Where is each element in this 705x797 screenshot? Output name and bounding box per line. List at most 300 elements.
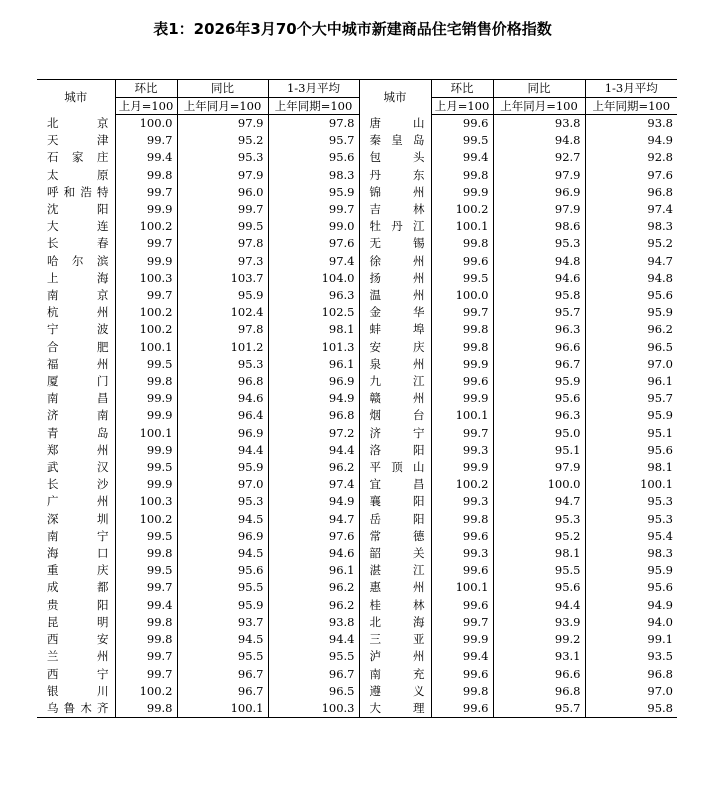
left-city-cell: 南宁 <box>47 528 109 543</box>
right-avg-cell: 98.3 <box>585 545 677 562</box>
right-city-cell: 赣州 <box>359 390 431 407</box>
left-city-cell: 乌鲁木齐 <box>37 700 115 718</box>
left-mom-cell: 99.5 <box>115 528 177 545</box>
right-mom-cell: 99.3 <box>431 493 493 510</box>
left-avg-cell: 101.3 <box>268 339 359 356</box>
left-mom-cell: 99.7 <box>115 287 177 304</box>
left-city-cell: 贵阳 <box>47 597 109 612</box>
right-yoy-cell: 95.3 <box>493 235 585 252</box>
left-avg-cell: 99.7 <box>268 201 359 218</box>
right-city-cell: 蚌埠 <box>359 321 431 338</box>
left-mom-cell: 100.1 <box>115 339 177 356</box>
right-avg-cell: 94.9 <box>585 597 677 614</box>
left-yoy-cell: 96.4 <box>177 407 268 424</box>
left-mom-cell: 99.5 <box>115 459 177 476</box>
table-row <box>37 614 677 631</box>
right-avg-cell: 98.1 <box>585 459 677 476</box>
left-avg-cell: 100.3 <box>268 700 359 718</box>
right-avg-cell: 95.3 <box>585 511 677 528</box>
right-mom-cell: 99.5 <box>431 270 493 287</box>
right-avg-cell: 94.0 <box>585 614 677 631</box>
left-city-cell: 呼和浩特 <box>47 184 109 199</box>
right-mom-cell: 99.6 <box>431 597 493 614</box>
left-mom-cell: 99.7 <box>115 132 177 149</box>
left-avg-cell: 95.9 <box>268 184 359 201</box>
left-city-cell: 银川 <box>47 683 109 698</box>
table-row <box>37 683 677 700</box>
right-city-cell: 北海 <box>359 614 431 631</box>
table-row <box>37 631 677 648</box>
header-mom-sub-right: 上月=100 <box>431 97 493 115</box>
left-mom-cell: 99.9 <box>115 442 177 459</box>
right-avg-cell: 100.1 <box>585 476 677 493</box>
right-yoy-cell: 96.9 <box>493 184 585 201</box>
right-mom-cell: 99.6 <box>431 373 493 390</box>
right-avg-cell: 97.0 <box>585 356 677 373</box>
left-mom-cell: 99.8 <box>115 373 177 390</box>
right-avg-cell: 96.5 <box>585 339 677 356</box>
left-mom-cell: 100.1 <box>115 425 177 442</box>
right-city-cell: 吉林 <box>359 201 431 218</box>
left-yoy-cell: 102.4 <box>177 304 268 321</box>
table-row <box>37 304 677 321</box>
right-yoy-cell: 97.9 <box>493 167 585 184</box>
right-city-cell: 常德 <box>359 528 431 545</box>
right-mom-cell: 99.3 <box>431 545 493 562</box>
right-yoy-cell: 96.6 <box>493 666 585 683</box>
left-yoy-cell: 93.7 <box>177 614 268 631</box>
right-avg-cell: 99.1 <box>585 631 677 648</box>
table-row <box>37 648 677 665</box>
left-mom-cell: 99.7 <box>115 579 177 596</box>
left-city-cell: 兰州 <box>47 649 109 664</box>
right-avg-cell: 97.4 <box>585 201 677 218</box>
left-yoy-cell: 96.0 <box>177 184 268 201</box>
right-city-cell: 丹东 <box>359 167 431 184</box>
left-avg-cell: 96.2 <box>268 459 359 476</box>
right-city-cell: 无锡 <box>359 235 431 252</box>
right-yoy-cell: 98.6 <box>493 218 585 235</box>
right-yoy-cell: 94.7 <box>493 493 585 510</box>
left-city-cell: 福州 <box>47 356 109 371</box>
right-avg-cell: 95.1 <box>585 425 677 442</box>
right-avg-cell: 95.4 <box>585 528 677 545</box>
left-mom-cell: 99.7 <box>115 184 177 201</box>
header-avg-sub-right: 上年同期=100 <box>585 97 677 115</box>
left-yoy-cell: 94.6 <box>177 390 268 407</box>
left-avg-cell: 96.1 <box>268 562 359 579</box>
left-yoy-cell: 99.7 <box>177 201 268 218</box>
price-index-table <box>37 79 677 718</box>
header-avg-sub-left: 上年同期=100 <box>268 97 359 115</box>
table-row <box>37 493 677 510</box>
left-city-cell: 上海 <box>47 270 109 285</box>
right-avg-cell: 96.8 <box>585 666 677 683</box>
table-row <box>37 115 677 133</box>
left-mom-cell: 100.3 <box>115 493 177 510</box>
left-avg-cell: 96.3 <box>268 287 359 304</box>
right-yoy-cell: 95.7 <box>493 700 585 718</box>
left-yoy-cell: 94.5 <box>177 511 268 528</box>
table-row <box>37 545 677 562</box>
right-avg-cell: 96.2 <box>585 321 677 338</box>
right-city-cell: 大理 <box>359 700 431 718</box>
right-city-cell: 宜昌 <box>359 476 431 493</box>
right-city-cell: 包头 <box>359 149 431 166</box>
left-avg-cell: 97.4 <box>268 253 359 270</box>
left-city-cell: 海口 <box>47 546 109 561</box>
table-row <box>37 149 677 166</box>
left-city-cell: 石家庄 <box>47 150 109 165</box>
right-avg-cell: 92.8 <box>585 149 677 166</box>
right-avg-cell: 96.8 <box>585 184 677 201</box>
right-city-cell: 三亚 <box>359 631 431 648</box>
right-avg-cell: 94.7 <box>585 253 677 270</box>
right-yoy-cell: 95.8 <box>493 287 585 304</box>
right-yoy-cell: 95.0 <box>493 425 585 442</box>
left-yoy-cell: 97.9 <box>177 115 268 133</box>
right-city-cell: 湛江 <box>359 562 431 579</box>
left-yoy-cell: 94.5 <box>177 545 268 562</box>
right-avg-cell: 93.8 <box>585 115 677 133</box>
left-city-cell: 济南 <box>47 408 109 423</box>
right-city-cell: 南充 <box>359 666 431 683</box>
right-avg-cell: 95.3 <box>585 493 677 510</box>
left-mom-cell: 99.9 <box>115 201 177 218</box>
left-yoy-cell: 96.9 <box>177 528 268 545</box>
right-city-cell: 牡丹江 <box>359 218 431 235</box>
left-mom-cell: 99.5 <box>115 562 177 579</box>
table-row <box>37 356 677 373</box>
left-yoy-cell: 97.8 <box>177 321 268 338</box>
right-yoy-cell: 94.4 <box>493 597 585 614</box>
table-row <box>37 562 677 579</box>
right-mom-cell: 100.1 <box>431 218 493 235</box>
right-city-cell: 秦皇岛 <box>359 132 431 149</box>
left-yoy-cell: 95.6 <box>177 562 268 579</box>
left-mom-cell: 100.2 <box>115 683 177 700</box>
left-avg-cell: 99.0 <box>268 218 359 235</box>
right-city-cell: 烟台 <box>359 407 431 424</box>
left-city-cell: 长春 <box>47 236 109 251</box>
left-mom-cell: 99.9 <box>115 407 177 424</box>
table-row <box>37 666 677 683</box>
right-yoy-cell: 96.3 <box>493 407 585 424</box>
right-yoy-cell: 98.1 <box>493 545 585 562</box>
right-city-cell: 唐山 <box>359 115 431 133</box>
right-avg-cell: 97.6 <box>585 167 677 184</box>
left-avg-cell: 96.2 <box>268 579 359 596</box>
right-mom-cell: 99.9 <box>431 356 493 373</box>
left-yoy-cell: 94.4 <box>177 442 268 459</box>
right-avg-cell: 95.6 <box>585 579 677 596</box>
left-yoy-cell: 97.0 <box>177 476 268 493</box>
left-avg-cell: 97.8 <box>268 115 359 133</box>
table-row <box>37 321 677 338</box>
header-mom-sub-left: 上月=100 <box>115 97 177 115</box>
right-yoy-cell: 97.9 <box>493 459 585 476</box>
header-avg-right: 1-3月平均 <box>585 80 677 98</box>
right-city-cell: 襄阳 <box>359 493 431 510</box>
right-yoy-cell: 93.1 <box>493 648 585 665</box>
left-city-cell: 北京 <box>47 115 109 130</box>
header-yoy-sub-left: 上年同月=100 <box>177 97 268 115</box>
table-row <box>37 132 677 149</box>
left-city-cell: 沈阳 <box>47 202 109 217</box>
left-city-cell: 郑州 <box>47 442 109 457</box>
left-mom-cell: 99.9 <box>115 476 177 493</box>
left-yoy-cell: 95.3 <box>177 149 268 166</box>
right-mom-cell: 99.6 <box>431 253 493 270</box>
table-row <box>37 459 677 476</box>
header-city-right: 城市 <box>359 80 431 115</box>
left-avg-cell: 96.7 <box>268 666 359 683</box>
right-city-cell: 泸州 <box>359 648 431 665</box>
right-yoy-cell: 92.7 <box>493 149 585 166</box>
right-mom-cell: 100.2 <box>431 476 493 493</box>
right-city-cell: 遵义 <box>359 683 431 700</box>
right-avg-cell: 95.6 <box>585 442 677 459</box>
left-mom-cell: 100.2 <box>115 511 177 528</box>
right-city-cell: 岳阳 <box>359 511 431 528</box>
right-city-cell: 济宁 <box>359 425 431 442</box>
left-avg-cell: 104.0 <box>268 270 359 287</box>
table-row <box>37 339 677 356</box>
left-mom-cell: 100.0 <box>115 115 177 133</box>
table-row <box>37 270 677 287</box>
right-city-cell: 锦州 <box>359 184 431 201</box>
right-yoy-cell: 94.6 <box>493 270 585 287</box>
left-yoy-cell: 99.5 <box>177 218 268 235</box>
right-mom-cell: 99.6 <box>431 528 493 545</box>
table-title: 表1：2026年3月70个大中城市新建商品住宅销售价格指数 <box>153 20 552 38</box>
right-city-cell: 徐州 <box>359 253 431 270</box>
left-mom-cell: 99.5 <box>115 356 177 373</box>
left-yoy-cell: 96.7 <box>177 683 268 700</box>
left-city-cell: 太原 <box>47 167 109 182</box>
right-mom-cell: 100.2 <box>431 201 493 218</box>
left-mom-cell: 99.7 <box>115 648 177 665</box>
right-mom-cell: 100.1 <box>431 579 493 596</box>
left-yoy-cell: 95.2 <box>177 132 268 149</box>
header-mom-left: 环比 <box>115 80 177 98</box>
left-city-cell: 宁波 <box>47 322 109 337</box>
table-row <box>37 235 677 252</box>
right-avg-cell: 95.9 <box>585 407 677 424</box>
left-yoy-cell: 96.8 <box>177 373 268 390</box>
left-mom-cell: 100.3 <box>115 270 177 287</box>
right-mom-cell: 99.5 <box>431 132 493 149</box>
table-row <box>37 287 677 304</box>
right-mom-cell: 99.6 <box>431 115 493 133</box>
right-yoy-cell: 96.3 <box>493 321 585 338</box>
left-avg-cell: 94.4 <box>268 442 359 459</box>
right-mom-cell: 99.8 <box>431 683 493 700</box>
right-yoy-cell: 100.0 <box>493 476 585 493</box>
right-yoy-cell: 96.8 <box>493 683 585 700</box>
header-city-left: 城市 <box>37 80 115 115</box>
left-avg-cell: 97.6 <box>268 528 359 545</box>
right-avg-cell: 97.0 <box>585 683 677 700</box>
left-yoy-cell: 95.9 <box>177 597 268 614</box>
left-avg-cell: 96.1 <box>268 356 359 373</box>
left-yoy-cell: 95.5 <box>177 579 268 596</box>
right-yoy-cell: 95.6 <box>493 579 585 596</box>
header-yoy-sub-right: 上年同月=100 <box>493 97 585 115</box>
left-avg-cell: 93.8 <box>268 614 359 631</box>
left-yoy-cell: 103.7 <box>177 270 268 287</box>
right-yoy-cell: 95.5 <box>493 562 585 579</box>
right-city-cell: 九江 <box>359 373 431 390</box>
right-city-cell: 平顶山 <box>359 459 431 476</box>
left-mom-cell: 99.8 <box>115 167 177 184</box>
table-row <box>37 476 677 493</box>
right-city-cell: 安庆 <box>359 339 431 356</box>
right-avg-cell: 98.3 <box>585 218 677 235</box>
right-mom-cell: 99.8 <box>431 167 493 184</box>
right-yoy-cell: 96.7 <box>493 356 585 373</box>
table-row <box>37 390 677 407</box>
table-row <box>37 597 677 614</box>
table-row <box>37 579 677 596</box>
left-mom-cell: 99.9 <box>115 390 177 407</box>
right-mom-cell: 99.7 <box>431 614 493 631</box>
left-mom-cell: 99.7 <box>115 235 177 252</box>
left-yoy-cell: 95.9 <box>177 459 268 476</box>
right-mom-cell: 99.8 <box>431 321 493 338</box>
header-avg-left: 1-3月平均 <box>268 80 359 98</box>
left-yoy-cell: 101.2 <box>177 339 268 356</box>
right-yoy-cell: 95.1 <box>493 442 585 459</box>
left-mom-cell: 99.8 <box>115 700 177 718</box>
left-city-cell: 青岛 <box>47 425 109 440</box>
right-avg-cell: 95.9 <box>585 304 677 321</box>
right-yoy-cell: 94.8 <box>493 253 585 270</box>
left-mom-cell: 99.8 <box>115 545 177 562</box>
left-mom-cell: 99.9 <box>115 253 177 270</box>
left-city-cell: 广州 <box>47 494 109 509</box>
table-row <box>37 201 677 218</box>
left-avg-cell: 94.6 <box>268 545 359 562</box>
left-avg-cell: 96.9 <box>268 373 359 390</box>
left-city-cell: 杭州 <box>47 305 109 320</box>
left-yoy-cell: 94.5 <box>177 631 268 648</box>
right-city-cell: 泉州 <box>359 356 431 373</box>
left-yoy-cell: 97.3 <box>177 253 268 270</box>
header-yoy-right: 同比 <box>493 80 585 98</box>
left-city-cell: 南昌 <box>47 391 109 406</box>
right-mom-cell: 99.8 <box>431 511 493 528</box>
left-yoy-cell: 95.3 <box>177 356 268 373</box>
left-avg-cell: 96.5 <box>268 683 359 700</box>
right-mom-cell: 100.0 <box>431 287 493 304</box>
table-row <box>37 167 677 184</box>
left-mom-cell: 99.4 <box>115 149 177 166</box>
left-yoy-cell: 96.7 <box>177 666 268 683</box>
left-city-cell: 西宁 <box>47 666 109 681</box>
left-yoy-cell: 100.1 <box>177 700 268 718</box>
left-avg-cell: 94.9 <box>268 390 359 407</box>
right-avg-cell: 93.5 <box>585 648 677 665</box>
right-city-cell: 惠州 <box>359 579 431 596</box>
left-mom-cell: 100.2 <box>115 218 177 235</box>
table-row <box>37 407 677 424</box>
table-row <box>37 700 677 718</box>
left-avg-cell: 97.6 <box>268 235 359 252</box>
left-mom-cell: 100.2 <box>115 304 177 321</box>
left-mom-cell: 100.2 <box>115 321 177 338</box>
left-city-cell: 武汉 <box>47 460 109 475</box>
header-yoy-left: 同比 <box>177 80 268 98</box>
left-city-cell: 深圳 <box>47 511 109 526</box>
left-city-cell: 合肥 <box>47 339 109 354</box>
left-city-cell: 南京 <box>47 288 109 303</box>
left-avg-cell: 97.2 <box>268 425 359 442</box>
left-avg-cell: 94.9 <box>268 493 359 510</box>
left-avg-cell: 96.2 <box>268 597 359 614</box>
left-city-cell: 厦门 <box>47 374 109 389</box>
right-city-cell: 扬州 <box>359 270 431 287</box>
left-avg-cell: 96.8 <box>268 407 359 424</box>
left-avg-cell: 95.7 <box>268 132 359 149</box>
right-avg-cell: 95.9 <box>585 562 677 579</box>
right-mom-cell: 99.8 <box>431 339 493 356</box>
right-yoy-cell: 95.6 <box>493 390 585 407</box>
right-mom-cell: 100.1 <box>431 407 493 424</box>
right-mom-cell: 99.9 <box>431 390 493 407</box>
right-mom-cell: 99.9 <box>431 631 493 648</box>
left-avg-cell: 94.7 <box>268 511 359 528</box>
right-yoy-cell: 99.2 <box>493 631 585 648</box>
right-avg-cell: 95.2 <box>585 235 677 252</box>
table-body <box>37 115 677 718</box>
header-mom-right: 环比 <box>431 80 493 98</box>
right-mom-cell: 99.9 <box>431 459 493 476</box>
left-yoy-cell: 96.9 <box>177 425 268 442</box>
left-avg-cell: 95.6 <box>268 149 359 166</box>
right-city-cell: 温州 <box>359 287 431 304</box>
left-avg-cell: 102.5 <box>268 304 359 321</box>
left-city-cell: 西安 <box>47 632 109 647</box>
right-avg-cell: 95.6 <box>585 287 677 304</box>
right-yoy-cell: 95.3 <box>493 511 585 528</box>
right-mom-cell: 99.9 <box>431 184 493 201</box>
left-yoy-cell: 95.9 <box>177 287 268 304</box>
left-city-cell: 天津 <box>47 133 109 148</box>
right-yoy-cell: 97.9 <box>493 201 585 218</box>
left-city-cell: 成都 <box>47 580 109 595</box>
table-row <box>37 218 677 235</box>
right-city-cell: 韶关 <box>359 545 431 562</box>
right-avg-cell: 95.8 <box>585 700 677 718</box>
table-row <box>37 528 677 545</box>
left-mom-cell: 99.8 <box>115 631 177 648</box>
right-city-cell: 洛阳 <box>359 442 431 459</box>
table-row <box>37 442 677 459</box>
right-yoy-cell: 96.6 <box>493 339 585 356</box>
right-city-cell: 桂林 <box>359 597 431 614</box>
right-mom-cell: 99.4 <box>431 149 493 166</box>
left-avg-cell: 95.5 <box>268 648 359 665</box>
left-avg-cell: 98.1 <box>268 321 359 338</box>
right-mom-cell: 99.3 <box>431 442 493 459</box>
right-mom-cell: 99.6 <box>431 562 493 579</box>
right-avg-cell: 95.7 <box>585 390 677 407</box>
right-yoy-cell: 95.2 <box>493 528 585 545</box>
right-yoy-cell: 95.7 <box>493 304 585 321</box>
left-yoy-cell: 95.5 <box>177 648 268 665</box>
right-avg-cell: 94.9 <box>585 132 677 149</box>
